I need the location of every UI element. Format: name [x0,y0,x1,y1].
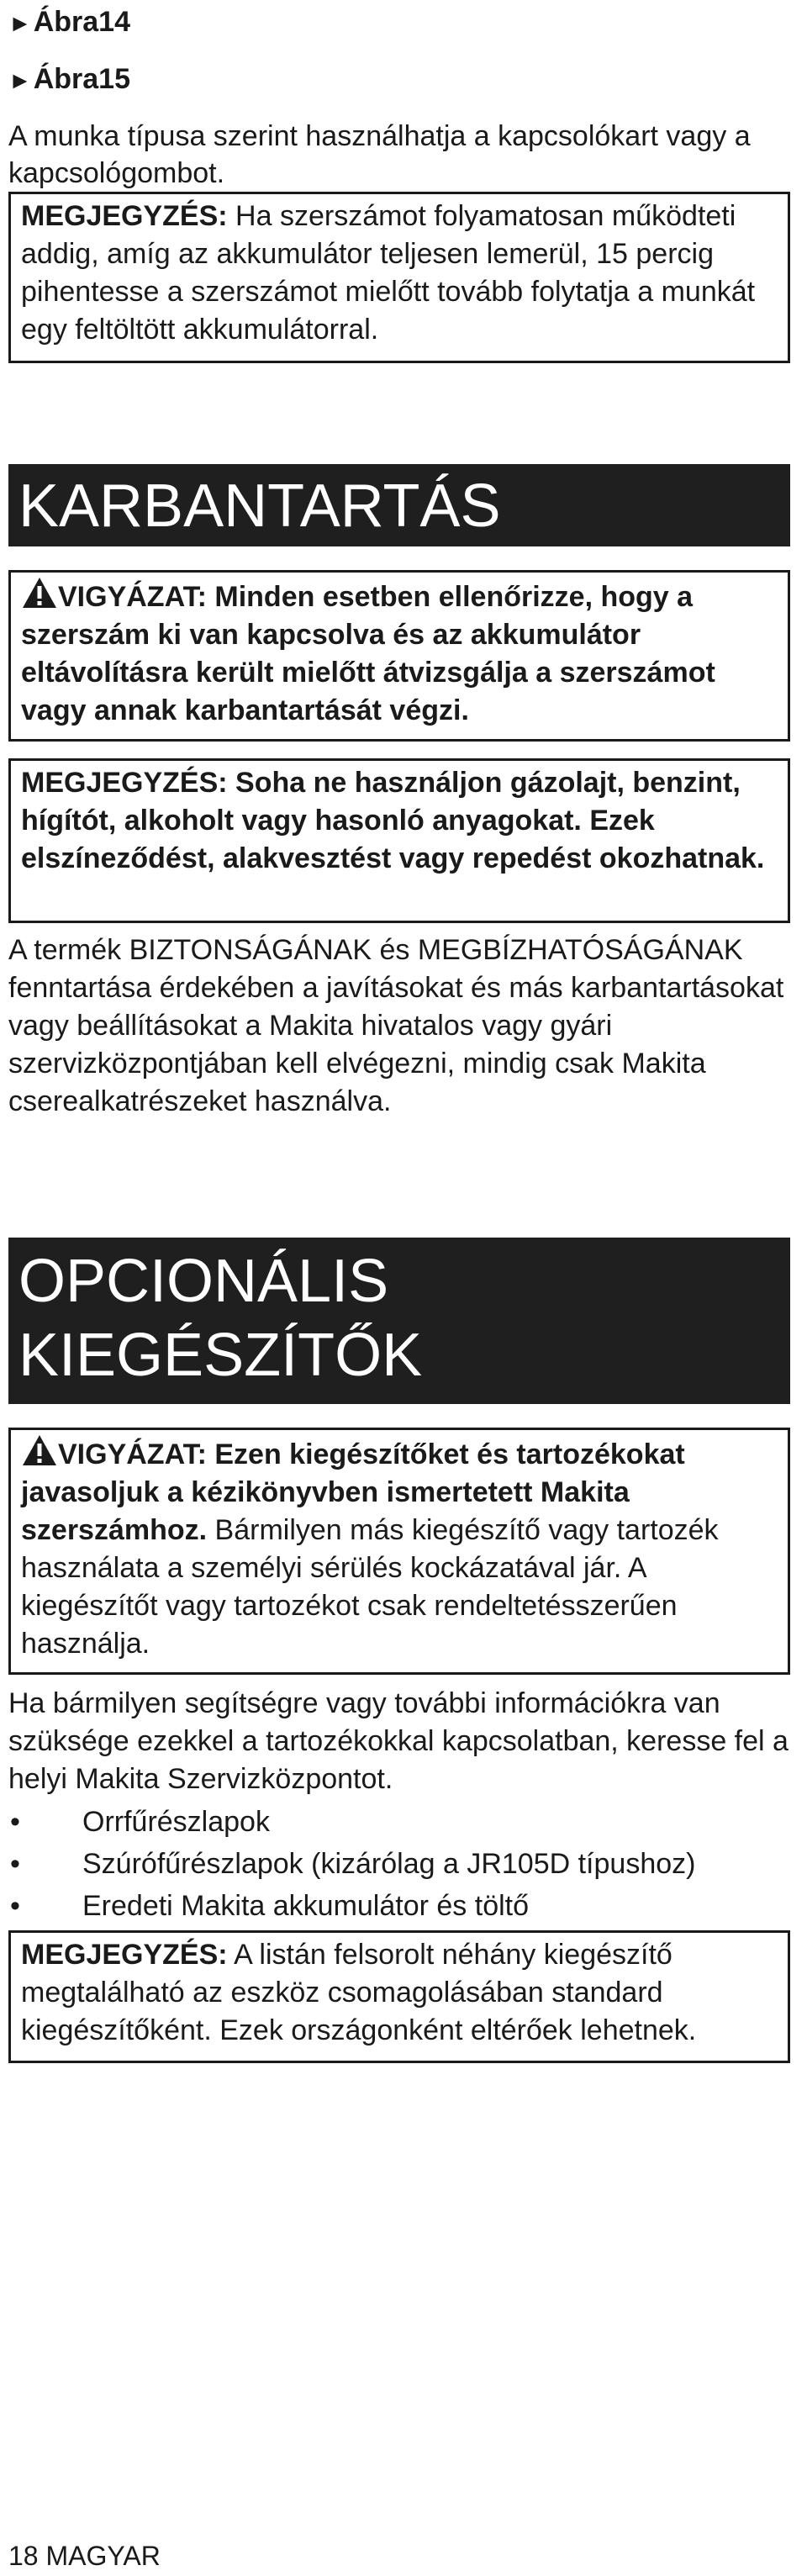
note-text: Ha szerszámot folyamatosan működteti addig, amíg az akkumulátor teljesen lemerül, 15 percig pihentesse a szerszámot mielőtt tovább folytatja a munkát egy feltöltött akkumulátorral. [21,200,756,346]
figure-ref-label: Ábra15 [33,63,130,95]
bullet-icon: • [10,1848,20,1880]
maintenance-paragraph: A termék BIZTONSÁGÁNAK és MEGBÍZHATÓSÁGÁNAK fenntartása érdekében a javításokat és más karbantartásokat vagy beállításokat a Makita hivatalos vagy gyári szervizközpontjában kell elvégezni, mindig csak Makita cserealkatrészeket használva. [8,934,784,1117]
footer-language: MAGYAR [45,2541,161,2571]
warning-box-accessories [8,1428,790,1675]
intro-paragraph: A munka típusa szerint használhatja a kapcsolókart vagy a kapcsológombot. [8,120,751,189]
warning-triangle-icon [21,1433,58,1467]
warning-text: Minden esetben ellenőrizze, hogy a szerszám ki van kapcsolva és az akkumulátor eltávolításra került mielőtt átvizsgálja a szerszámot vagy annak karbantartását végzi. [21,581,715,726]
list-item [8,1885,790,1927]
list-item-text: Orrfűrészlapok [82,1806,270,1838]
note-text: Soha ne használjon gázolajt, benzint, hígítót, alkoholt vagy hasonló anyagokat. Ezek elszíneződést, alakvesztést vagy repedést okozhatnak. [21,767,765,874]
warning-triangle-icon [21,576,58,610]
figure-ref-label: Ábra14 [33,6,130,38]
accessories-paragraph: Ha bármilyen segítségre vagy további információkra van szüksége ezekkel a tartozékokkal kapcsolatban, keresse fel a helyi Makita Szervizközpontot. [8,1687,789,1795]
bullet-icon: • [10,1890,20,1922]
page-footer [8,2539,161,2573]
warning-box-maintenance [8,570,790,742]
section-heading-accessories [8,1238,790,1404]
warning-label: VIGYÁZAT: [58,1438,207,1470]
warning-bold-text: Ezen kiegészítőket és tartozékokat javasoljuk a kézikönyvben ismertetett Makita szerszámhoz. [21,1438,685,1546]
figure-ref-14 [8,5,130,40]
warning-label: VIGYÁZAT: [58,581,207,613]
figure-ref-15 [8,62,130,98]
list-item [8,1843,790,1885]
note-label: MEGJEGYZÉS: [21,200,228,232]
heading-line: KIEGÉSZÍTŐK [18,1322,423,1389]
note-box-battery [8,192,790,363]
warning-text: Bármilyen más kiegészítő vagy tartozék használata a személyi sérülés kockázatával jár. A kiegészítőt vagy tartozékot csak rendeltetésszerűen használja. [21,1514,719,1660]
section-heading-maintenance: KARBANTARTÁS [8,464,790,546]
note-box-solvents [8,758,790,923]
note-text: A listán felsorolt néhány kiegészítő megtalálható az eszköz csomagolásában standard kiegészítőként. Ezek országonként eltérőek lehetnek. [21,1939,697,2046]
list-item-text: Szúrófűrészlapok (kizárólag a JR105D típushoz) [82,1848,696,1880]
bullet-icon: • [10,1806,20,1838]
accessories-list [8,1801,790,1927]
list-item-text: Eredeti Makita akkumulátor és töltő [82,1890,530,1922]
note-label: MEGJEGYZÉS: [21,1939,228,1971]
page-number: 18 [8,2541,39,2571]
note-box-accessories [8,1930,790,2063]
heading-line: OPCIONÁLIS [18,1248,389,1315]
triangle-right-icon: ► [8,10,32,36]
note-label: MEGJEGYZÉS: [21,767,228,799]
triangle-right-icon: ► [8,67,32,93]
list-item [8,1801,790,1843]
